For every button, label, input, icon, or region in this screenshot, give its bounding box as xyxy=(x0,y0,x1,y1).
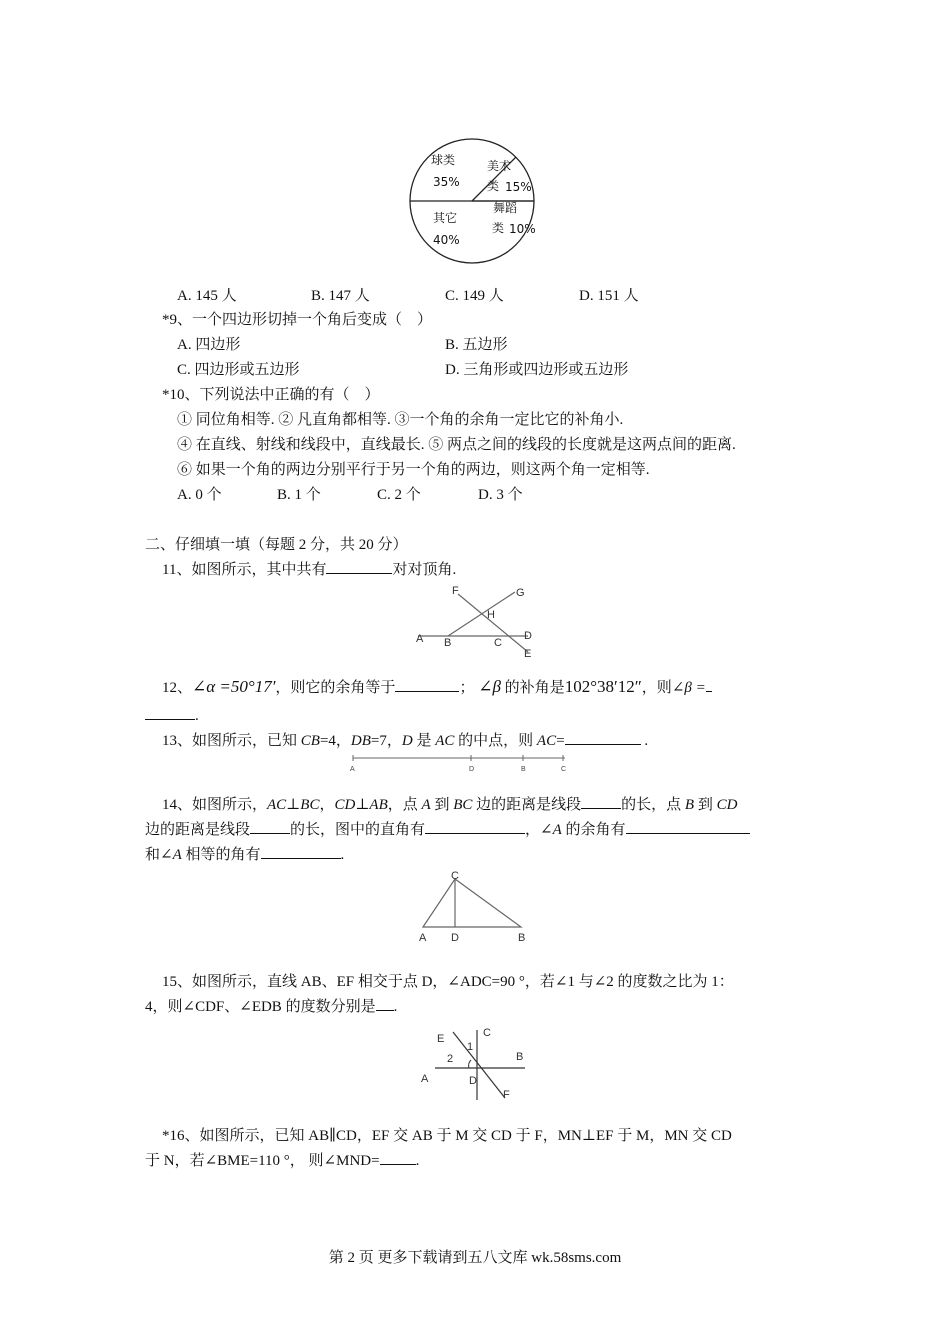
q15-label-a: A xyxy=(421,1073,429,1085)
q8-option-a: A. 145 人 xyxy=(177,288,237,304)
q16-text-b: . xyxy=(415,1153,420,1169)
q12-text-a: 12、 xyxy=(162,680,193,696)
q14-label-c: C xyxy=(451,870,459,882)
q15-line-2 xyxy=(145,995,397,1016)
q15-label-c: C xyxy=(483,1027,491,1039)
q14-text-i: 的长，图中的直角有 xyxy=(290,822,426,838)
q12-line-2 xyxy=(145,704,199,725)
q15-blank[interactable] xyxy=(376,995,394,1011)
q14-text-a: 14、如图所示， xyxy=(162,797,268,813)
page-footer: 第 2 页 更多下载请到五八文库 wk.58sms.com xyxy=(328,1250,622,1266)
q12-angle-beta: ∠β xyxy=(478,677,501,696)
q16-text-a: 于 N，若∠BME=110 °， 则∠MND= xyxy=(145,1153,380,1169)
q13-label-b: B xyxy=(521,766,526,773)
pie-percent-dance: 10% xyxy=(509,222,536,236)
q12-text-f: ∠β = xyxy=(671,680,706,696)
q15-label-f: F xyxy=(503,1089,510,1101)
q14-cd: CD xyxy=(716,797,738,813)
q11-text xyxy=(162,558,456,579)
pie-percent-art: 15% xyxy=(505,180,532,194)
q8-option-b: B. 147 人 xyxy=(311,288,370,304)
pie-percent-ball: 35% xyxy=(433,175,460,189)
q14-label-d: D xyxy=(451,932,459,944)
q14-text-h: 边的距离是线段 xyxy=(145,822,251,838)
q15-text-a: 4，则∠CDF、∠EDB 的度数分别是 xyxy=(145,999,376,1015)
q13-figure xyxy=(345,752,575,774)
q12-blank-2a[interactable] xyxy=(706,676,712,692)
q12-text-c: ； xyxy=(459,680,475,696)
q14-label-b: B xyxy=(518,932,526,944)
q11-label-a: A xyxy=(416,633,424,645)
q9-option-c: C. 四边形或五边形 xyxy=(177,362,300,378)
q14-line-1 xyxy=(162,793,737,814)
pie-label-other: 其它 xyxy=(433,211,458,225)
pie-label-ball: 球类 xyxy=(431,153,456,167)
q13-text-h: . xyxy=(640,733,649,749)
q10-option-b: B. 1 个 xyxy=(277,487,321,503)
q13-text-c: =7， xyxy=(370,733,402,749)
q14-label-a: A xyxy=(419,932,427,944)
q14-text-g: 到 xyxy=(694,797,717,813)
q14-figure xyxy=(413,869,533,947)
q10-statement-3: ⑥ 如果一个角的两边分别平行于另一个角的两边，则这两个角一定相等. xyxy=(177,462,650,478)
q13-d: D xyxy=(401,733,413,749)
q15-label-d: D xyxy=(469,1075,477,1087)
q14-text-f: 的长，点 xyxy=(621,797,685,813)
q13-blank[interactable] xyxy=(565,729,641,745)
q12-text-b: ，则它的余角等于 xyxy=(275,680,396,696)
q14-cd-perp-ab: CD⊥AB xyxy=(334,797,388,813)
q15-label-2: 2 xyxy=(447,1053,454,1065)
q11-blank[interactable] xyxy=(326,558,392,574)
q14-text-b: ， xyxy=(319,797,335,813)
q16-line-2 xyxy=(145,1149,419,1170)
q16-line-1: *16、如图所示，已知 AB∥CD，EF 交 AB 于 M 交 CD 于 F，MN⊥EF 于 M，MN 交 CD xyxy=(162,1128,732,1144)
q13-label-c: C xyxy=(561,766,567,773)
q13-label-d: D xyxy=(469,766,475,773)
q13-text-f: 的中点，则 xyxy=(454,733,537,749)
q14-text-n: . xyxy=(340,847,345,863)
q14-text-l: 和 xyxy=(145,847,161,863)
q14-text-c: ，点 xyxy=(387,797,422,813)
q14-line-2 xyxy=(145,818,750,839)
q14-line-3 xyxy=(145,843,344,864)
q14-blank-5[interactable] xyxy=(261,843,341,859)
pie-label-art-2: 类 xyxy=(487,179,500,193)
q11-label-b: B xyxy=(444,637,452,649)
q11-label-c: C xyxy=(494,637,502,649)
q14-text-k: 的余角有 xyxy=(561,822,626,838)
q10-stem: *10、下列说法中正确的有（ ） xyxy=(162,387,380,403)
q14-text-e: 边的距离是线段 xyxy=(472,797,582,813)
q13-text-e: 是 xyxy=(412,733,436,749)
q11-text-a: 11、如图所示，其中共有 xyxy=(162,562,327,578)
q14-text-j: ， xyxy=(525,822,541,838)
q9-option-a: A. 四边形 xyxy=(177,337,241,353)
q15-figure xyxy=(415,1022,535,1108)
q10-option-a: A. 0 个 xyxy=(177,487,222,503)
q12-line-1 xyxy=(162,676,712,697)
q13-ac-2: AC xyxy=(536,733,557,749)
q14-text-d: 到 xyxy=(430,797,454,813)
q14-ac-perp-bc: AC⊥BC xyxy=(267,797,320,813)
q14-text-m: 相等的角有 xyxy=(181,847,261,863)
q15-label-1: 1 xyxy=(467,1041,474,1053)
q13-text-b: =4， xyxy=(319,733,351,749)
section-2-title: 二、仔细填一填（每题 2 分，共 20 分） xyxy=(145,537,408,553)
q10-option-c: C. 2 个 xyxy=(377,487,421,503)
q14-point-a: A xyxy=(421,797,431,813)
q13-cb: CB xyxy=(300,733,320,749)
q11-label-g: G xyxy=(516,587,525,599)
q14-angle-a: ∠A xyxy=(540,822,562,838)
q8-option-c: C. 149 人 xyxy=(445,288,504,304)
q15-line-1: 15、如图所示，直线 AB、EF 相交于点 D，∠ADC=90 °，若∠1 与∠2 的度数之比为 1： xyxy=(162,974,734,990)
q14-point-b: B xyxy=(684,797,695,813)
q12-blank-2b[interactable] xyxy=(145,704,195,720)
q11-label-h: H xyxy=(487,609,495,621)
q9-option-d: D. 三角形或四边形或五边形 xyxy=(445,362,629,378)
q12-text-e: ，则 xyxy=(641,680,672,696)
q14-bc: BC xyxy=(453,797,473,813)
q12-beta-supplement: 102°38′12″ xyxy=(564,677,642,696)
q14-angle-a-2: ∠A xyxy=(160,847,182,863)
q11-text-b: 对对顶角. xyxy=(392,562,457,578)
q11-label-e: E xyxy=(524,648,532,660)
q13-ac: AC xyxy=(435,733,455,749)
pie-chart xyxy=(405,134,539,268)
pie-label-dance-1: 舞蹈 xyxy=(493,201,518,215)
q11-figure xyxy=(410,582,546,660)
q13-db: DB xyxy=(350,733,371,749)
pie-label-dance-2: 类 xyxy=(492,221,505,235)
q15-label-e: E xyxy=(437,1033,445,1045)
q11-label-f: F xyxy=(452,585,459,597)
q14-blank-2[interactable] xyxy=(250,818,290,834)
q10-option-d: D. 3 个 xyxy=(478,487,523,503)
q14-blank-1[interactable] xyxy=(581,793,621,809)
q8-option-d: D. 151 人 xyxy=(579,288,639,304)
pie-percent-other: 40% xyxy=(433,233,460,247)
q12-angle-alpha: ∠α =50°17′ xyxy=(192,677,276,696)
q14-blank-4[interactable] xyxy=(626,818,750,834)
q14-blank-3[interactable] xyxy=(425,818,525,834)
q12-text-d: 的补角是 xyxy=(500,680,565,696)
q13-text-g: = xyxy=(556,733,565,749)
q13-text xyxy=(162,729,648,750)
q10-statement-1: ① 同位角相等. ② 凡直角都相等. ③一个角的余角一定比它的补角小. xyxy=(177,412,624,428)
q13-text-a: 13、如图所示，已知 xyxy=(162,733,301,749)
q15-label-b: B xyxy=(516,1051,524,1063)
q13-label-a: A xyxy=(350,766,355,773)
q15-text-b: . xyxy=(393,999,398,1015)
q9-option-b: B. 五边形 xyxy=(445,337,508,353)
q16-blank[interactable] xyxy=(380,1149,416,1165)
q12-text-g: . xyxy=(195,708,199,724)
pie-label-art-1: 美术 xyxy=(487,159,512,173)
q12-blank-1[interactable] xyxy=(395,676,459,692)
q11-label-d: D xyxy=(524,630,532,642)
q9-stem: *9、一个四边形切掉一个角后变成（ ） xyxy=(162,312,433,328)
q10-statement-2: ④ 在直线、射线和线段中，直线最长. ⑤ 两点之间的线段的长度就是这两点间的距离. xyxy=(177,437,736,453)
